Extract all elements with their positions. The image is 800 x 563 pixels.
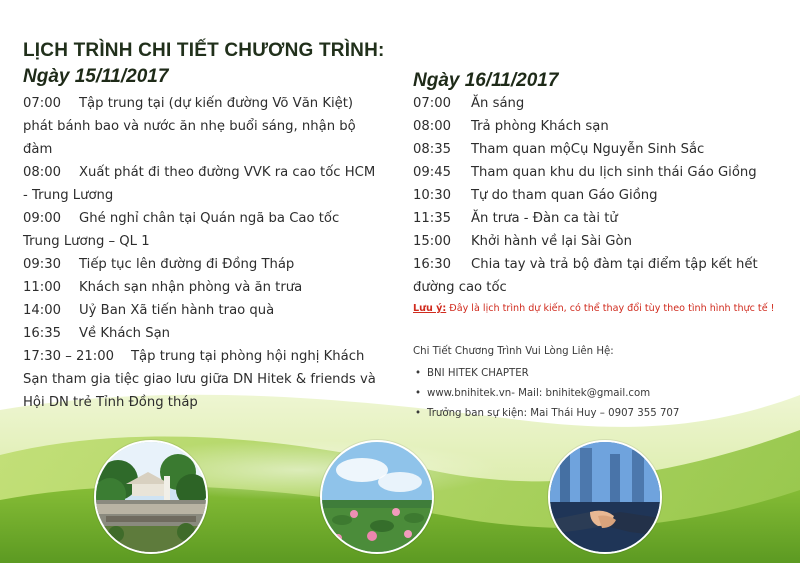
schedule-entry bbox=[413, 161, 783, 184]
schedule-entry bbox=[23, 253, 378, 276]
entry-time: 09:00 bbox=[23, 211, 62, 226]
bullet-icon: • bbox=[415, 368, 422, 379]
contact-item: • Trưởng ban sự kiện: Mai Thái Huy – 0907 355 707 bbox=[413, 404, 679, 424]
schedule-entry bbox=[413, 184, 783, 207]
contact-list bbox=[413, 364, 679, 424]
entry-time: 11:00 bbox=[23, 280, 62, 295]
entry-text: Xuất phát đi theo đường VVK ra cao tốc HCM - Trung Lương bbox=[23, 165, 376, 203]
day1-schedule bbox=[23, 92, 378, 414]
entry-text: Tiếp tục lên đường đi Đồng Tháp bbox=[79, 257, 295, 272]
day1-title: Ngày 15/11/2017 bbox=[23, 66, 169, 87]
schedule-entry bbox=[413, 92, 783, 115]
page-title: LỊCH TRÌNH CHI TIẾT CHƯƠNG TRÌNH: bbox=[23, 40, 385, 61]
memorial-garden-photo bbox=[94, 440, 208, 554]
entry-time: 15:00 bbox=[413, 234, 452, 249]
entry-text: Về Khách Sạn bbox=[79, 326, 171, 341]
entry-text: Khách sạn nhận phòng và ăn trưa bbox=[79, 280, 303, 295]
day2-title: Ngày 16/11/2017 bbox=[413, 70, 559, 91]
contact-item: • BNI HITEK CHAPTER bbox=[413, 364, 679, 384]
schedule-note bbox=[413, 303, 775, 314]
entry-time: 08:00 bbox=[413, 119, 452, 134]
schedule-entry bbox=[413, 253, 783, 299]
schedule-entry bbox=[413, 207, 783, 230]
schedule-entry bbox=[23, 276, 378, 299]
day2-schedule bbox=[413, 92, 783, 299]
entry-time: 17:30 – 21:00 bbox=[23, 349, 114, 364]
entry-text: Ghé nghỉ chân tại Quán ngã ba Cao tốc Trung Lương – QL 1 bbox=[23, 211, 340, 249]
entry-time: 07:00 bbox=[23, 96, 62, 111]
entry-time: 08:35 bbox=[413, 142, 452, 157]
entry-time: 16:30 bbox=[413, 257, 452, 272]
entry-time: 07:00 bbox=[413, 96, 452, 111]
entry-time: 09:45 bbox=[413, 165, 452, 180]
entry-time: 10:30 bbox=[413, 188, 452, 203]
contact-heading: Chi Tiết Chương Trình Vui Lòng Liên Hệ: bbox=[413, 346, 614, 357]
lotus-field-photo bbox=[320, 440, 434, 554]
entry-text: Ăn trưa - Đàn ca tài tử bbox=[471, 211, 618, 226]
entry-text: Ăn sáng bbox=[471, 96, 525, 111]
entry-time: 16:35 bbox=[23, 326, 62, 341]
entry-text: Tham quan mộCụ Nguyễn Sinh Sắc bbox=[471, 142, 705, 157]
entry-text: Tự do tham quan Gáo Giồng bbox=[471, 188, 658, 203]
note-text: Đây là lịch trình dự kiến, có thể thay đổi tùy theo tình hình thực tế ! bbox=[446, 303, 775, 314]
schedule-entry bbox=[23, 161, 378, 207]
contact-item: • www.bnihitek.vn- Mail: bnihitek@gmail.com bbox=[413, 384, 679, 404]
entry-text: Tham quan khu du lịch sinh thái Gáo Giồng bbox=[471, 165, 757, 180]
entry-text: Uỷ Ban Xã tiến hành trao quà bbox=[79, 303, 275, 318]
entry-time: 14:00 bbox=[23, 303, 62, 318]
entry-text: Chia tay và trả bộ đàm tại điểm tập kết hết đường cao tốc bbox=[413, 257, 758, 295]
entry-text: Tập trung tại phòng hội nghị Khách Sạn tham gia tiệc giao lưu giữa DN Hitek & friends và Hội DN trẻ Tỉnh Đồng tháp bbox=[23, 349, 376, 410]
schedule-entry bbox=[23, 322, 378, 345]
contact-block bbox=[413, 342, 679, 424]
note-label: Lưu ý: bbox=[413, 303, 447, 314]
schedule-entry bbox=[23, 207, 378, 253]
schedule-entry bbox=[413, 138, 783, 161]
schedule-entry bbox=[23, 345, 378, 414]
entry-time: 09:30 bbox=[23, 257, 62, 272]
schedule-entry bbox=[23, 299, 378, 322]
handshake-photo bbox=[548, 440, 662, 554]
entry-time: 11:35 bbox=[413, 211, 452, 226]
entry-text: Khởi hành về lại Sài Gòn bbox=[471, 234, 632, 249]
bullet-icon: • bbox=[415, 388, 422, 399]
bullet-icon: • bbox=[415, 408, 422, 419]
schedule-entry bbox=[413, 115, 783, 138]
schedule-entry bbox=[413, 230, 783, 253]
entry-text: Trả phòng Khách sạn bbox=[471, 119, 609, 134]
entry-time: 08:00 bbox=[23, 165, 62, 180]
schedule-entry bbox=[23, 92, 378, 161]
entry-text: Tập trung tại (dự kiến đường Võ Văn Kiệt) phát bánh bao và nước ăn nhẹ buổi sáng, nhận bộ đàm bbox=[23, 96, 356, 157]
